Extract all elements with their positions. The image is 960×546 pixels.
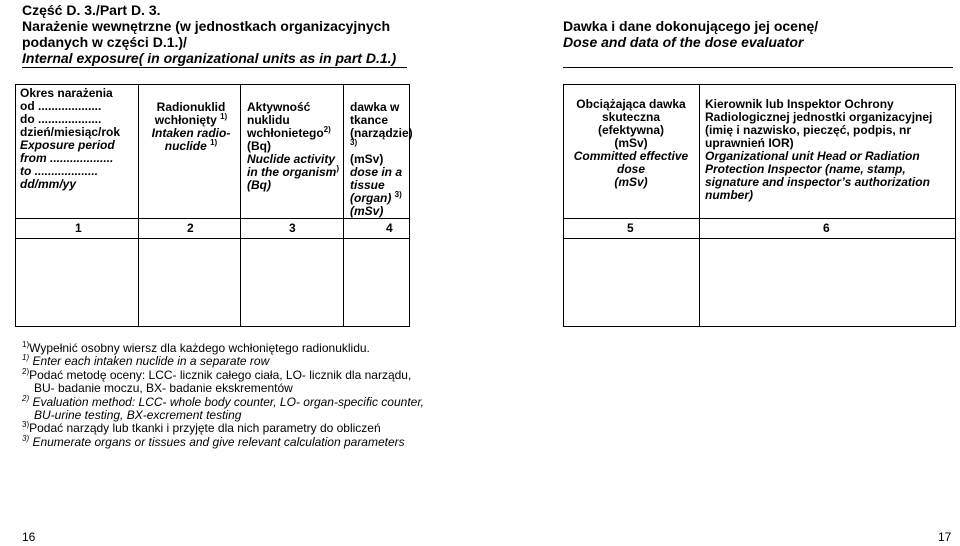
- footnote-1-en: $^{1)}$ Enter each intaken nuclide in a separate row: [22, 353, 270, 369]
- footnote-2-en-cont: BU-urine testing, BX-excrement testing: [34, 408, 242, 423]
- footnote-2-pl: $^{2)}$Podać metodę oceny: LCC- licznik całego ciała, LO- licznik dla narządu,: [22, 366, 412, 382]
- part-subtitle-pl-2: podanych w części D.1.)/: [22, 34, 187, 50]
- dose-title-en: Dose and data of the dose evaluator: [563, 34, 804, 50]
- footnotes: [22, 342, 582, 449]
- footnote-3-en: $^{3)}$ Enumerate organs or tissues and give relevant calculation parameters: [22, 433, 405, 449]
- col-tissue-dose-header: dawka w tkance (narządzie) $^{3)}$ (mSv) dose in a tissue (organ) $^{3)}$ (mSv): [350, 100, 413, 218]
- footnote-1-pl: $^{1)}$Wypełnić osobny wiersz dla każdego wchłoniętego radionuklidu.: [22, 340, 370, 355]
- col-number-4: 4: [386, 221, 393, 235]
- dose-title-pl: Dawka i dane dokonującego jej ocenę/: [563, 18, 819, 34]
- col-number-5: 5: [627, 221, 634, 235]
- col-radionuclide-header: Radionuklid wchłonięty $^{1)}$ Intaken radio-nuclide $^{1)}$: [151, 100, 231, 153]
- col-effective-dose-header: Obciążająca dawka skuteczna (efektywna) (mSv) Committed effective dose (mSv): [573, 97, 689, 189]
- left-header: [22, 2, 396, 66]
- footnote-3-pl: $^{3)}$Podać narządy lub tkanki i przyjęte dla nich parametry do obliczeń: [22, 420, 381, 436]
- right-header-rule: [563, 67, 953, 68]
- col-number-6: 6: [823, 221, 830, 235]
- col-activity-header: Aktywność nuklidu wchłonietego$^{2)}$ (Bq) Nuclide activity in the organism) (Bq): [247, 100, 340, 192]
- right-header: [563, 18, 818, 50]
- col-number-1: 1: [75, 221, 82, 235]
- col-inspector-header: Kierownik lub Inspektor Ochrony Radiologicznej jednostki organizacyjnej (imię i nazwisko, pieczęć, podpis, nr uprawnień IOR) Organizational unit Head or Radiation Protection Inspector (name, stamp, signature and inspector’s authorization number): [705, 97, 933, 202]
- part-subtitle-pl-1: Narażenie wewnętrzne (w jednostkach organizacyjnych: [22, 18, 390, 34]
- left-header-rule: [22, 67, 407, 68]
- page-number-left: 16: [22, 530, 36, 544]
- part-subtitle-en: Internal exposure( in organizational units as in part D.1.): [22, 50, 397, 66]
- footnote-2-en: $^{2)}$ Evaluation method: LCC- whole body counter, LO- organ-specific counter,: [22, 393, 425, 409]
- footnote-2-pl-cont: BU- badanie moczu, BX- badanie ekskrementów: [34, 381, 293, 396]
- page-number-right: 17: [938, 530, 952, 544]
- col-period-header: Okres narażenia od ................... do ................... dzień/miesiąc/rok Exposure period from ................... to ................... dd/mm/yy: [20, 86, 121, 191]
- part-title: Część D. 3./Part D. 3.: [22, 2, 161, 18]
- col-number-3: 3: [289, 221, 296, 235]
- col-number-2: 2: [187, 221, 194, 235]
